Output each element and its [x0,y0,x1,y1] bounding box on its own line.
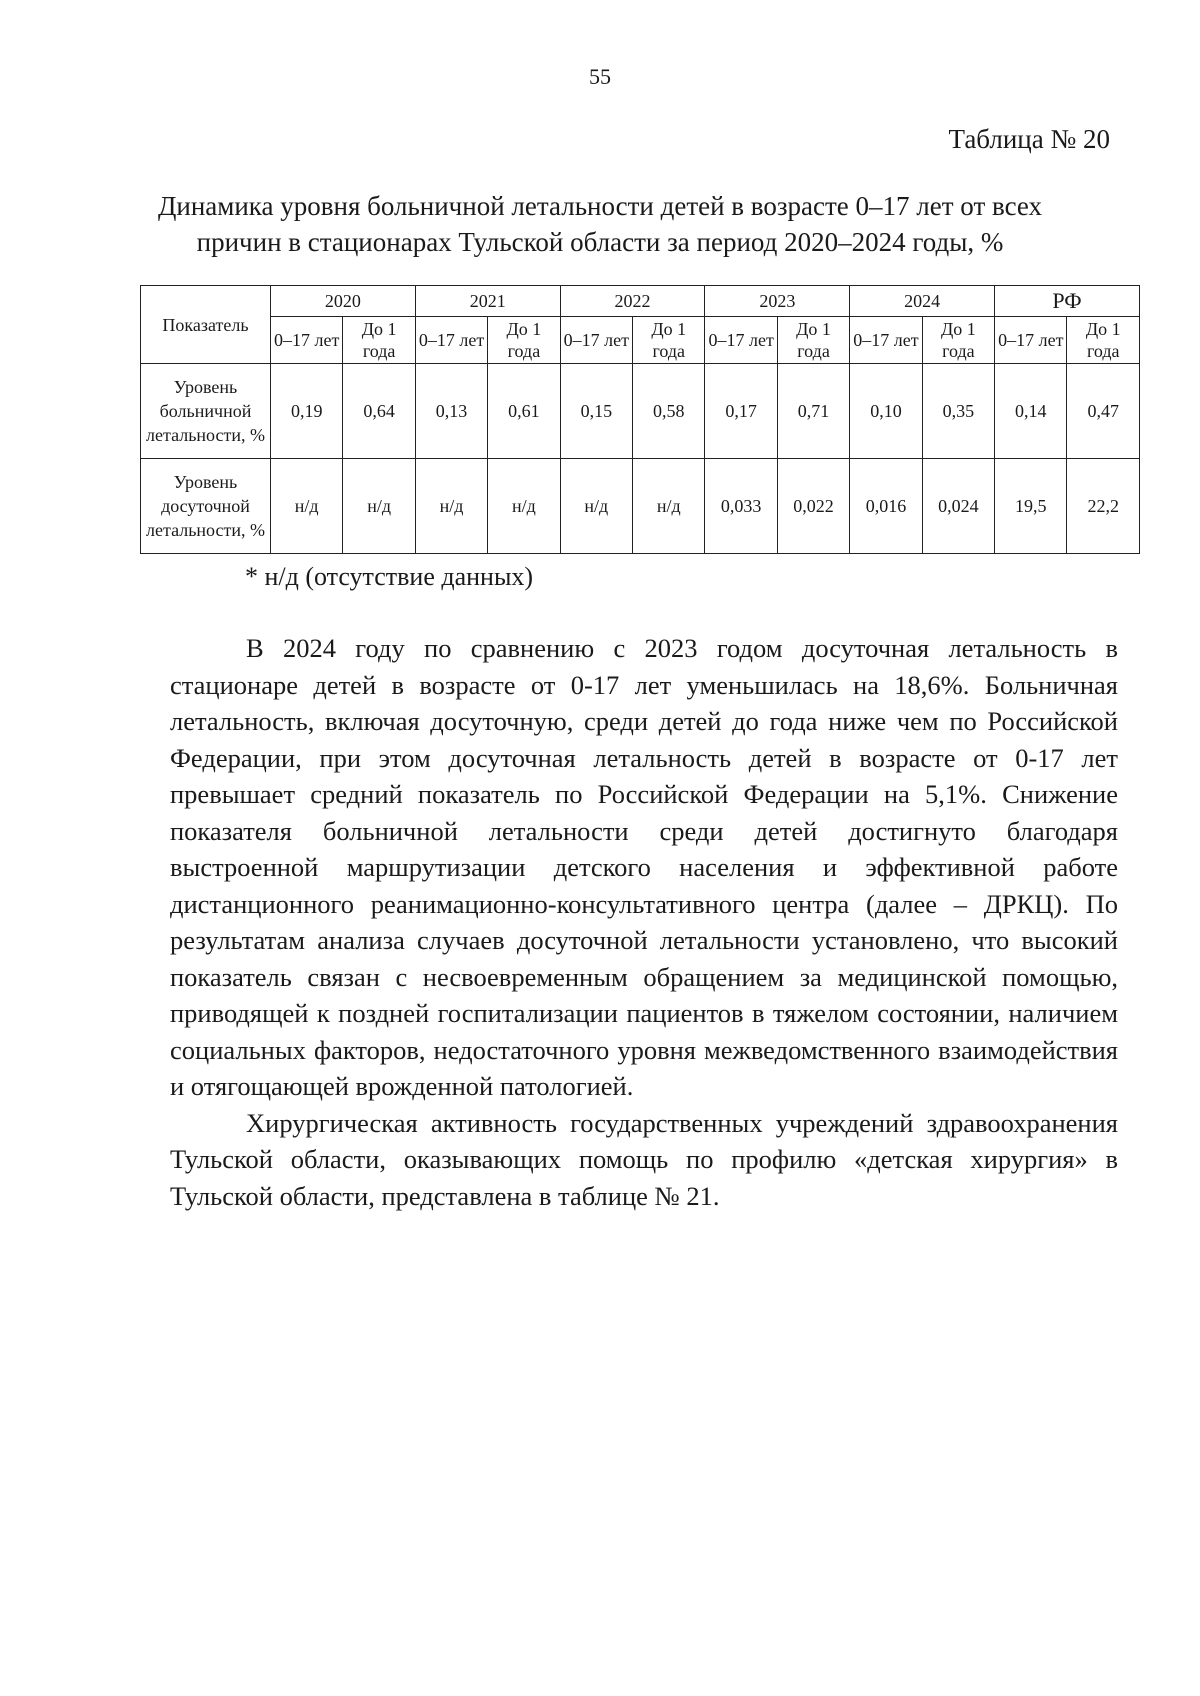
age-subheader: 0–17 лет [560,317,632,364]
table-cell: 0,033 [705,459,777,554]
year-header: 2022 [560,286,705,317]
table-cell: 0,71 [777,364,849,459]
table-cell: 0,022 [777,459,849,554]
table-cell: 0,19 [271,364,343,459]
table-cell: 0,016 [850,459,922,554]
table-cell: 0,13 [415,364,487,459]
table-header-age-groups [141,317,1140,364]
table-label: Таблица № 20 [948,124,1110,154]
age-subheader: До 1 года [777,317,849,364]
year-header: 2024 [850,286,995,317]
year-header: 2023 [705,286,850,317]
table-cell: 0,47 [1067,364,1140,459]
table-cell: 0,15 [560,364,632,459]
age-subheader: До 1 года [633,317,705,364]
indicator-header: Показатель [141,286,271,364]
table-cell: 22,2 [1067,459,1140,554]
table-cell: 0,58 [633,364,705,459]
age-subheader: 0–17 лет [705,317,777,364]
age-subheader: 0–17 лет [271,317,343,364]
table-row [141,459,1140,554]
table-cell: 0,61 [488,364,560,459]
paragraph: В 2024 году по сравнению с 2023 годом досуточная летальность в стационаре детей в возрасте от 0-17 лет уменьшилась на 18,6%. Больничная летальность, включая досуточную, среди детей до года ниже чем по Российской Федерации, при этом досуточная летальность детей в возрасте от 0-17 лет превышает средний показатель по Российской Федерации на 5,1%. Снижение показателя больничной летальности среди детей достигнуто благодаря выстроенной маршрутизации детского населения и эффективной работе дистанционного реанимационно-консультативного центра (далее – ДРКЦ). По результатам анализа случаев досуточной летальности установлено, что высокий показатель связан с несвоевременным обращением за медицинской помощью, приводящей к поздней госпитализации пациентов в тяжелом состоянии, наличием социальных факторов, недостаточного уровня межведомственного взаимодействия и отягощающей врожденной патологией. [170,633,1118,1101]
table-cell: н/д [633,459,705,554]
year-header: 2020 [271,286,416,317]
age-subheader: 0–17 лет [995,317,1067,364]
table-footnote: * н/д (отсутствие данных) [245,562,534,591]
table-cell: 0,35 [922,364,994,459]
table-cell: 0,14 [995,364,1067,459]
paragraph: Хирургическая активность государственных учреждений здравоохранения Тульской области, оказывающих помощь по профилю «детская хирургия» в Тульской области, представлена в таблице № 21. [170,1107,1118,1211]
table-title: Динамика уровня больничной летальности детей в возрасте 0–17 лет от всех причин в стационарах Тульской области за период 2020–2024 годы, % [157,191,1043,257]
table-row [141,364,1140,459]
age-subheader: 0–17 лет [415,317,487,364]
age-subheader: 0–17 лет [850,317,922,364]
age-subheader: До 1 года [343,317,415,364]
row-label: Уровень больничной летальности, % [141,364,271,459]
table-cell: н/д [560,459,632,554]
age-subheader: До 1 года [488,317,560,364]
page-number: 55 [589,64,611,89]
table-cell: 0,64 [343,364,415,459]
age-subheader: До 1 года [922,317,994,364]
body-text [170,630,1118,1214]
table-cell: н/д [415,459,487,554]
rf-header: РФ [995,286,1140,317]
table-cell: 0,10 [850,364,922,459]
row-label: Уровень досуточной летальности, % [141,459,271,554]
table-cell: н/д [271,459,343,554]
table-header-years [141,286,1140,317]
mortality-table [140,285,1140,554]
table-cell: н/д [343,459,415,554]
table-cell: 19,5 [995,459,1067,554]
table-cell: 0,17 [705,364,777,459]
table-cell: н/д [488,459,560,554]
age-subheader: До 1 года [1067,317,1140,364]
year-header: 2021 [415,286,560,317]
table-cell: 0,024 [922,459,994,554]
